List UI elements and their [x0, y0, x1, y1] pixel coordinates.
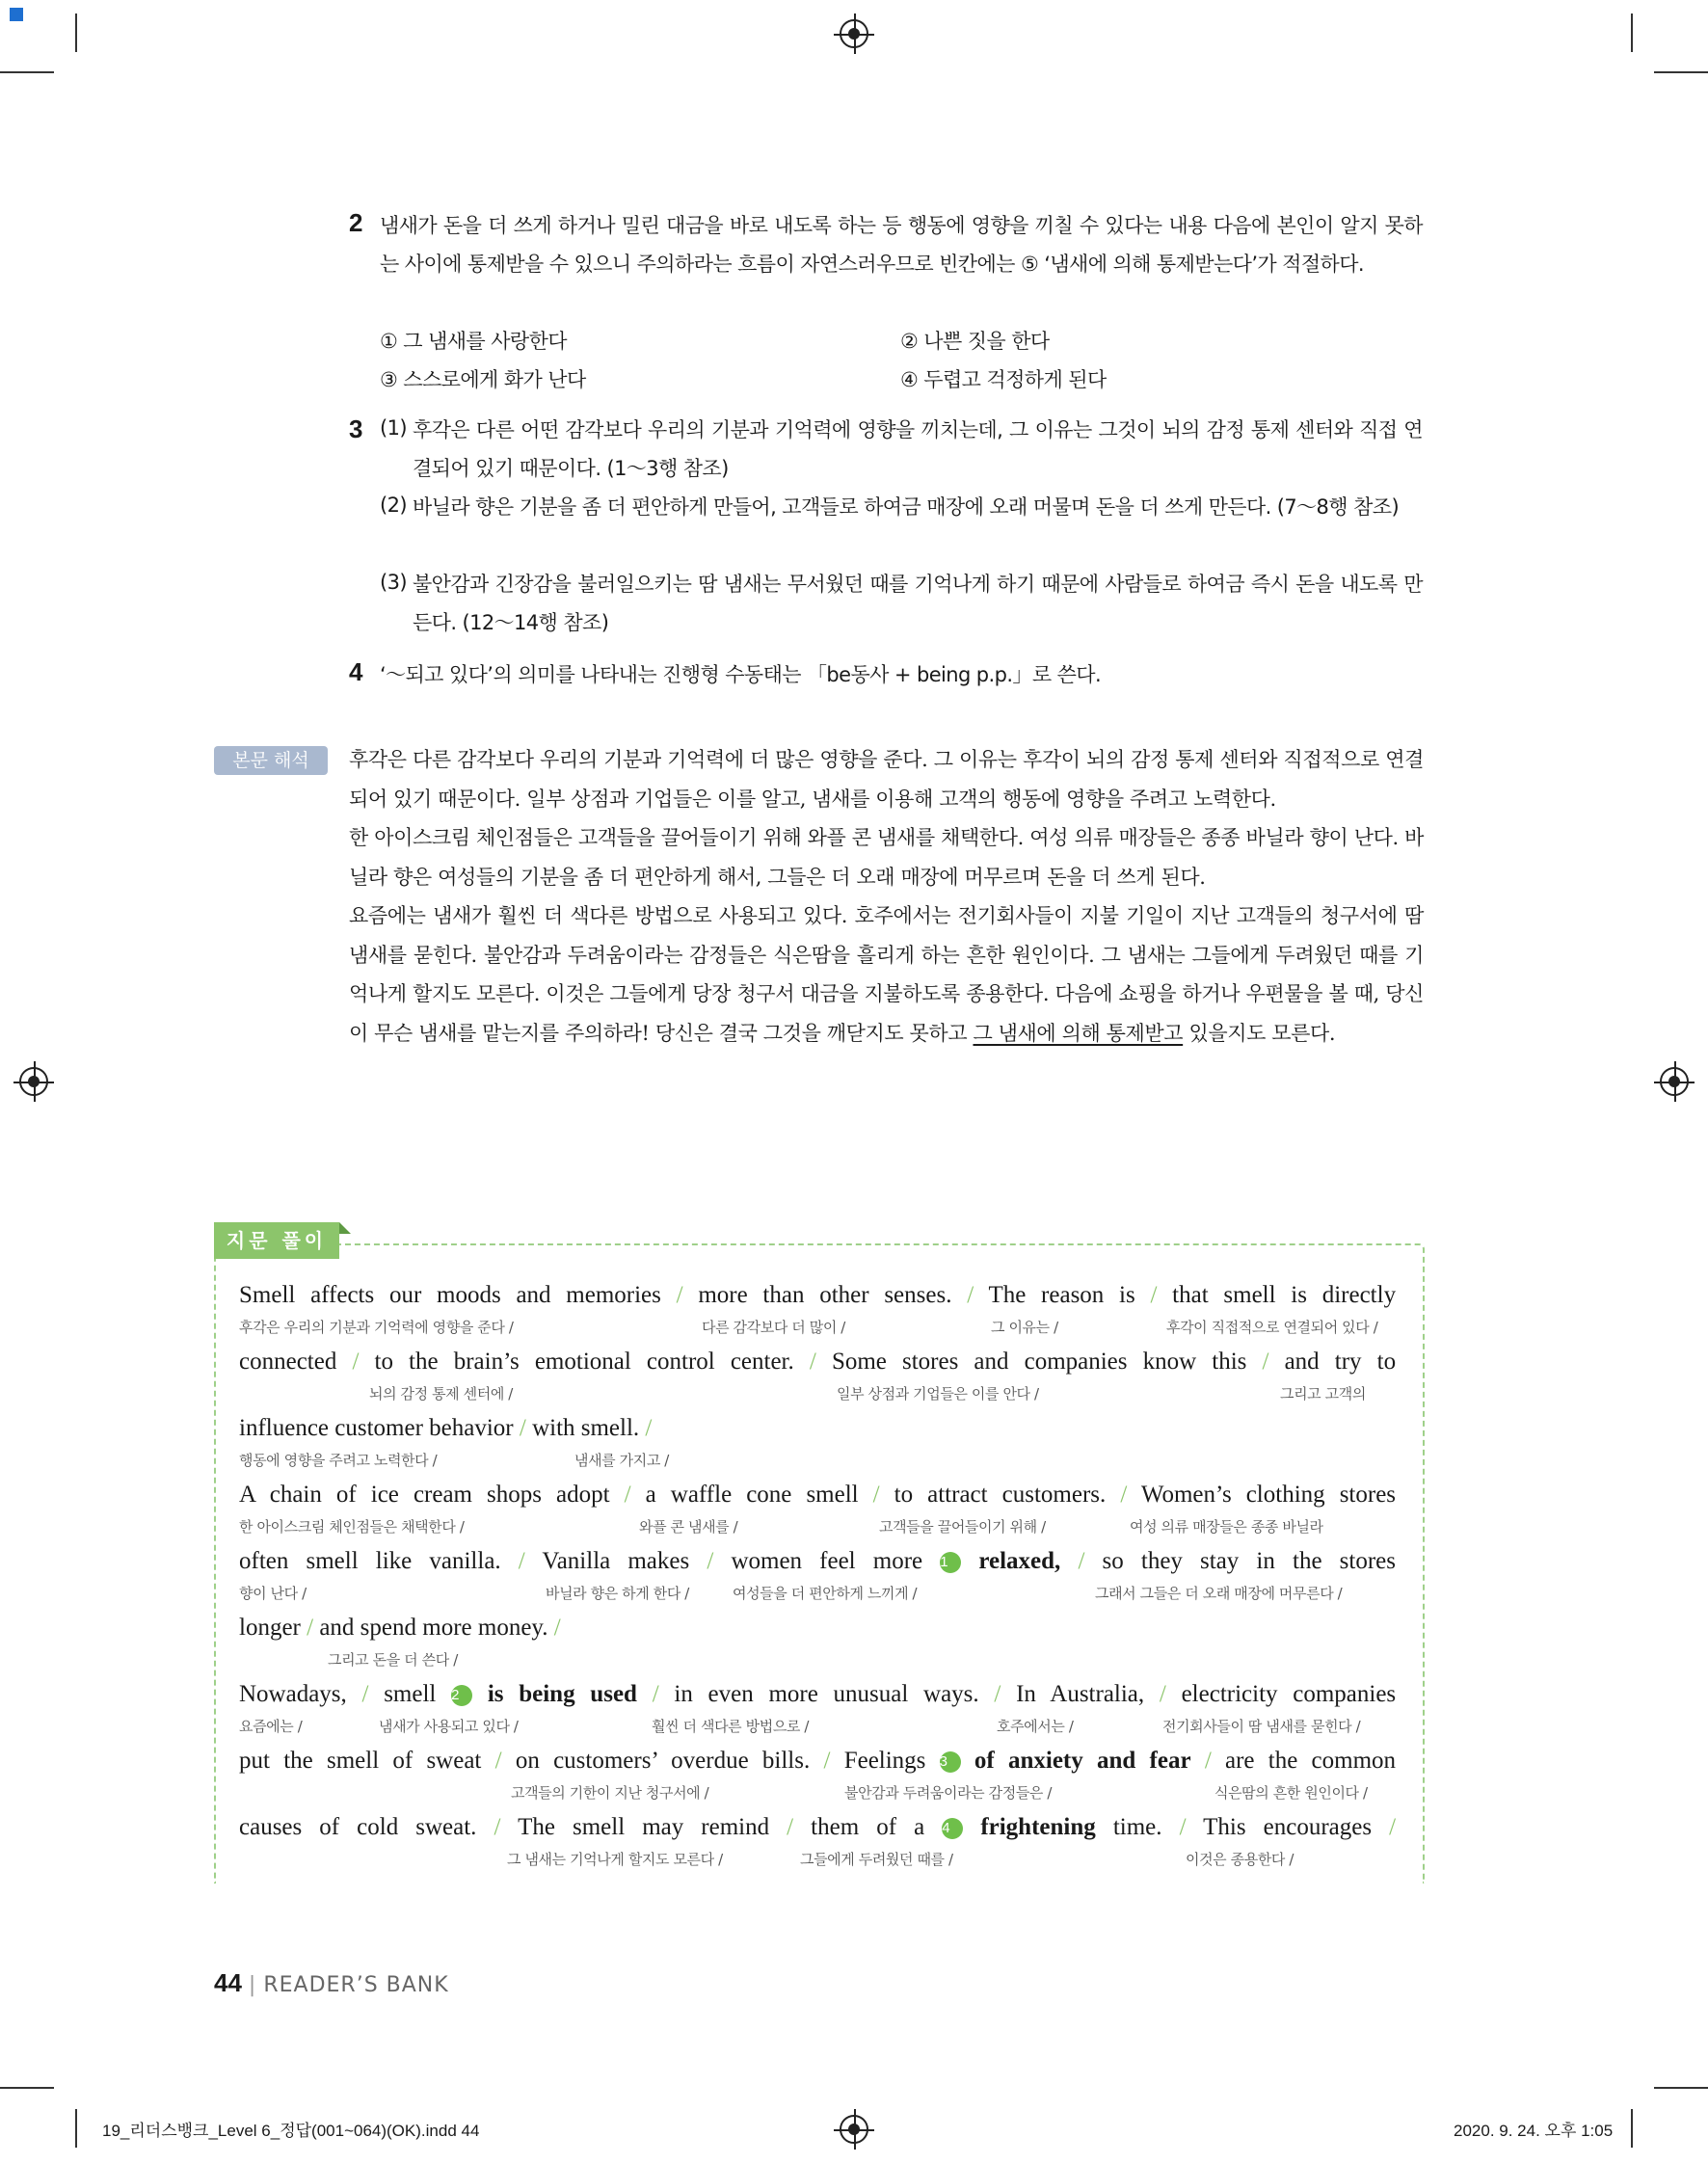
phrase: that smell is directly	[1172, 1282, 1397, 1308]
english-line	[239, 1814, 1396, 1841]
item-label: (2)	[380, 494, 407, 517]
answer-explanation: 냄새가 돈을 더 쓰게 하거나 밀린 대금을 바로 내도록 하는 등 행동에 영향을 끼칠 수 있다는 내용 다음에 본인이 알지 못하는 사이에 통제받을 수 있으니 주의하라는 흐름이 자연스러우므로 빈칸에는 ⑤ ‘냄새에 의해 통제받는다’가 적절하다.	[380, 214, 1423, 276]
phrase: put the smell of sweat	[239, 1748, 482, 1774]
phrase: 한 아이스크림 체인점들은 채택한다 /	[239, 1518, 465, 1536]
phrase: so they stay in the stores	[1102, 1548, 1396, 1574]
phrase: This encourages	[1203, 1814, 1373, 1840]
phrase: and spend more money.	[319, 1615, 548, 1641]
page-footer: 44 | READER’S BANK	[214, 1968, 449, 1997]
paragraph	[349, 896, 1424, 1053]
phrase: Nowadays,	[239, 1681, 347, 1707]
paragraph: 한 아이스크림 체인점들은 고객들을 끌어들이기 위해 와플 콘 냄새를 채택한다. 여성 의류 매장들은 종종 바닐라 향이 난다. 바닐라 향은 여성들의 기분을 좀 더 편안하게 해서, 그들은 더 오래 매장에 머무르며 돈을 더 쓰게 된다.	[349, 826, 1424, 889]
paragraph: 후각은 다른 감각보다 우리의 기분과 기억력에 더 많은 영향을 준다. 그 이유는 후각이 뇌의 감정 통제 센터와 직접적으로 연결되어 있기 때문이다. 일부 상점과 기업들은 이를 알고, 냄새를 이용해 고객의 행동에 영향을 주려고 노력한다.	[349, 748, 1424, 811]
crop-mark	[0, 2087, 54, 2089]
page-number: 44	[214, 1968, 242, 1997]
english-line	[239, 1615, 1396, 1642]
english-line	[239, 1415, 1396, 1442]
english-line	[239, 1681, 1396, 1708]
phrase: A chain of ice cream shops adopt	[239, 1482, 610, 1508]
phrase: frightening	[980, 1814, 1096, 1840]
phrase: 그리고 고객의	[1280, 1385, 1366, 1403]
phrase: 여성들을 더 편안하게 느끼게 /	[733, 1585, 918, 1602]
phrase: 향이 난다 /	[239, 1585, 307, 1602]
phrase: connected	[239, 1349, 337, 1375]
phrase: 불안감과 두려움이라는 감정들은 /	[844, 1784, 1053, 1802]
phrase: 후각은 우리의 기분과 기억력에 영향을 준다 /	[239, 1319, 514, 1336]
slash-divider: /	[307, 1615, 314, 1641]
crop-mark	[1631, 13, 1633, 52]
file-slug: 19_리더스뱅크_Level 6_정답(001~064)(OK).indd 44	[102, 2122, 480, 2140]
item-label: (3)	[380, 571, 407, 594]
phrase: 그리고 돈을 더 쓴다 /	[328, 1651, 458, 1669]
blank-number-icon: 2	[451, 1685, 472, 1706]
phrase: causes of cold sweat.	[239, 1814, 477, 1840]
phrase: 바닐라 향은 하게 한다 /	[546, 1585, 689, 1602]
slash-divider: /	[494, 1814, 501, 1840]
text: 있을지도 모른다.	[1183, 1021, 1336, 1045]
blank-number-icon: 1	[940, 1552, 961, 1573]
registration-mark-icon	[840, 2115, 868, 2144]
slash-divider: /	[676, 1282, 683, 1308]
slash-divider: /	[624, 1482, 631, 1508]
analysis-label: 지문 풀이	[214, 1222, 339, 1259]
question-number: 2	[349, 208, 363, 237]
phrase: 그 냄새는 기억나게 할지도 모른다 /	[507, 1851, 723, 1868]
registration-mark-icon	[840, 19, 868, 48]
phrase: with smell.	[532, 1415, 640, 1441]
crop-mark	[75, 2109, 77, 2148]
phrase: 일부 상점과 기업들은 이를 안다 /	[837, 1385, 1039, 1403]
phrase: 이것은 종용한다 /	[1186, 1851, 1294, 1868]
phrase: more than other senses.	[698, 1282, 952, 1308]
phrase: The smell may remind	[518, 1814, 770, 1840]
registration-mark-icon	[19, 1067, 48, 1096]
interpretation-text	[349, 740, 1424, 1053]
phrase: 그들에게 두려웠던 때를 /	[800, 1851, 953, 1868]
phrase: 고객들을 끌어들이기 위해 /	[879, 1518, 1046, 1536]
slash-divider: /	[787, 1814, 794, 1840]
question-number: 4	[349, 657, 363, 686]
english-line	[239, 1748, 1396, 1775]
phrase: relaxed,	[978, 1548, 1061, 1574]
phrase: 식은땀의 흔한 원인이다 /	[1214, 1784, 1368, 1802]
underlined-answer: 그 냄새에 의해 통제받고	[973, 1021, 1184, 1045]
slash-divider: /	[823, 1748, 831, 1774]
slash-divider: /	[707, 1548, 714, 1574]
phrase: to the brain’s emotional control center.	[374, 1349, 794, 1375]
phrase: 여성 의류 매장들은 종종 바닐라	[1130, 1518, 1323, 1536]
answer-explanation: 후각은 다른 어떤 감각보다 우리의 기분과 기억력에 영향을 끼치는데, 그 이유는 그것이 뇌의 감정 통제 센터와 직접 연결되어 있기 때문이다. (1～3행 참조)	[413, 418, 1423, 480]
text: 요즘에는 냄새가 훨씬 더 색다른 방법으로 사용되고 있다. 호주에서는 전기회사들이 지불 기일이 지난 고객들의 청구서에 땀 냄새를 묻힌다. 불안감과 두려움이라는 감정들은 식은땀을 흘리게 하는 흔한 원인이다. 그 냄새는 그들에게 두려웠던 때를 기억나게 할지도 모른다. 이것은 그들에게 당장 청구서 대금을 지불하도록 종용한다. 다음에 쇼핑을 하거나 우편물을 볼 때, 당신이 무슨 냄새를 맡는지를 주의하라! 당신은 결국 그것을 깨닫지도 못하고	[349, 904, 1424, 1045]
english-line	[239, 1548, 1396, 1575]
phrase: 그 이유는 /	[991, 1319, 1058, 1336]
phrase: Vanilla makes	[542, 1548, 690, 1574]
crop-mark	[1631, 2109, 1633, 2148]
registration-mark-icon	[1660, 1067, 1689, 1096]
bookmark-icon	[10, 8, 23, 21]
phrase: Smell affects our moods and memories	[239, 1282, 661, 1308]
slash-divider: /	[1159, 1681, 1166, 1707]
phrase: 뇌의 감정 통제 센터에 /	[369, 1385, 513, 1403]
slash-divider: /	[809, 1349, 816, 1375]
english-line	[239, 1282, 1396, 1309]
slash-divider: /	[1262, 1349, 1269, 1375]
phrase: electricity companies	[1181, 1681, 1397, 1707]
phrase: smell	[384, 1681, 437, 1707]
answer-explanation: 바닐라 향은 기분을 좀 더 편안하게 만들어, 고객들로 하여금 매장에 오래 머물며 돈을 더 쓰게 만든다. (7～8행 참조)	[413, 495, 1400, 519]
date-slug: 2020. 9. 24. 오후 1:05	[1454, 2122, 1614, 2140]
slash-divider: /	[994, 1681, 1001, 1707]
slash-divider: /	[1078, 1548, 1085, 1574]
phrase: influence customer behavior	[239, 1415, 514, 1441]
phrase: 그래서 그들은 더 오래 매장에 머무른다 /	[1095, 1585, 1343, 1602]
phrase: Feelings	[843, 1748, 926, 1774]
phrase: 호주에서는 /	[997, 1718, 1074, 1735]
phrase: 와플 콘 냄새를 /	[639, 1518, 738, 1536]
phrase: The reason is	[988, 1282, 1135, 1308]
crop-mark	[0, 71, 54, 73]
slash-divider: /	[652, 1681, 659, 1707]
phrase: 냄새를 가지고 /	[574, 1452, 669, 1469]
slash-divider: /	[361, 1681, 369, 1707]
phrase: 요즘에는 /	[239, 1718, 303, 1735]
phrase: and try to	[1284, 1349, 1397, 1375]
english-line	[239, 1349, 1396, 1376]
option: ① 그 냄새를 사랑한다	[380, 330, 567, 353]
slash-divider: /	[1120, 1482, 1128, 1508]
phrase: a waffle cone smell	[645, 1482, 859, 1508]
slash-divider: /	[553, 1615, 561, 1641]
slash-divider: /	[1204, 1748, 1212, 1774]
english-line	[239, 1482, 1396, 1509]
phrase: to attract customers.	[894, 1482, 1107, 1508]
phrase: time.	[1112, 1814, 1162, 1840]
crop-mark	[1654, 2087, 1708, 2089]
phrase: often smell like vanilla.	[239, 1548, 501, 1574]
slash-divider: /	[967, 1282, 974, 1308]
crop-mark	[1654, 71, 1708, 73]
phrase: 훨씬 더 색다른 방법으로 /	[652, 1718, 810, 1735]
phrase: are the common	[1225, 1748, 1397, 1774]
book-title: READER’S BANK	[263, 1973, 449, 1997]
blank-number-icon: 3	[940, 1751, 961, 1773]
slash-divider: /	[645, 1415, 653, 1441]
answer-explanation: 불안감과 긴장감을 불러일으키는 땀 냄새는 무서웠던 때를 기억나게 하기 때문에 사람들로 하여금 즉시 돈을 내도록 만든다. (12～14행 참조)	[413, 573, 1423, 634]
interpretation-label: 본문 해석	[214, 746, 328, 775]
slash-divider: /	[1150, 1282, 1158, 1308]
question-number: 3	[349, 414, 363, 443]
phrase: in even more unusual ways.	[674, 1681, 979, 1707]
phrase: Some stores and companies know this	[831, 1349, 1247, 1375]
slash-divider: /	[352, 1349, 360, 1375]
slash-divider: /	[518, 1548, 525, 1574]
phrase: 냄새가 사용되고 있다 /	[379, 1718, 519, 1735]
slash-divider: /	[519, 1415, 526, 1441]
phrase: Women’s clothing stores	[1140, 1482, 1397, 1508]
phrase: them of a	[811, 1814, 925, 1840]
phrase: on customers’ overdue bills.	[515, 1748, 811, 1774]
phrase: women feel more	[731, 1548, 923, 1574]
option: ③ 스스로에게 화가 난다	[380, 368, 586, 391]
phrase: 전기회사들이 땀 냄새를 묻힌다 /	[1162, 1718, 1361, 1735]
phrase: 다른 감각보다 더 많이 /	[702, 1319, 845, 1336]
slash-divider: /	[872, 1482, 880, 1508]
crop-mark	[75, 13, 77, 52]
phrase: of anxiety and fear	[974, 1748, 1191, 1774]
item-label: (1)	[380, 416, 407, 440]
phrase: longer	[239, 1615, 301, 1641]
option: ④ 두렵고 걱정하게 된다	[900, 368, 1107, 391]
slash-divider: /	[1179, 1814, 1187, 1840]
phrase: 행동에 영향을 주려고 노력한다 /	[239, 1452, 438, 1469]
phrase: In Australia,	[1016, 1681, 1145, 1707]
phrase: 고객들의 기한이 지난 청구서에 /	[511, 1784, 709, 1802]
slash-divider: /	[1389, 1814, 1397, 1840]
phrase: is being used	[487, 1681, 637, 1707]
option: ② 나쁜 짓을 한다	[900, 330, 1050, 353]
answer-explanation: ‘～되고 있다’의 의미를 나타내는 진행형 수동태는 「be동사 + being p.p.」로 쓴다.	[380, 663, 1102, 686]
blank-number-icon: 4	[942, 1818, 963, 1839]
phrase: 후각이 직접적으로 연결되어 있다 /	[1166, 1319, 1378, 1336]
slash-divider: /	[494, 1748, 502, 1774]
